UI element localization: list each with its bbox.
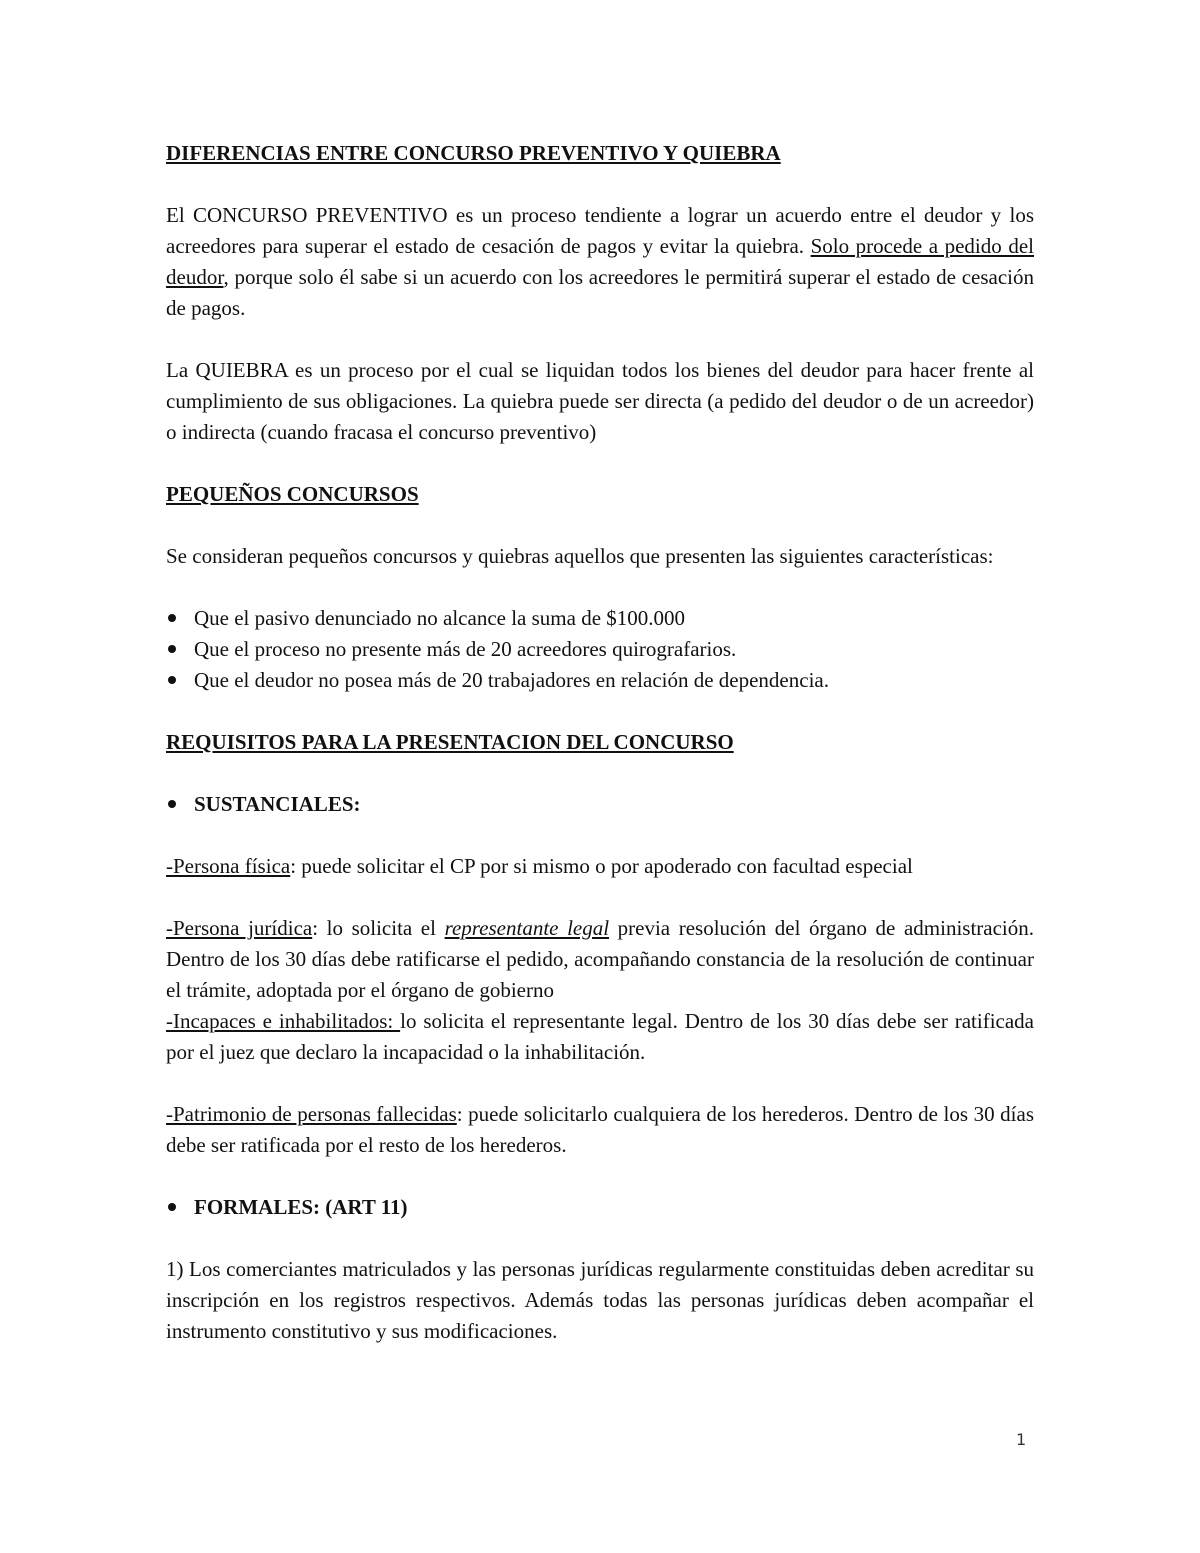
underlined-text: -Incapaces e inhabilitados: xyxy=(166,1009,401,1033)
paragraph-text: previa resolución del órgano de administración. Dentro de los 30 días debe ratificarse el pedido, acompañando constancia de la resolución de continuar el trámite, adoptada por el órgano de gobierno xyxy=(166,916,1035,1002)
heading-pequenos-concursos: PEQUEÑOS CONCURSOS xyxy=(166,482,419,506)
bullet-list xyxy=(166,603,1034,696)
paragraph-formales-1: 1) Los comerciantes matriculados y las personas jurídicas regularmente constituidas deben acreditar su inscripción en los registros respectivos. Además todas las personas jurídicas deben acompañar el instrumento constitutivo y sus modificaciones. xyxy=(166,1257,1034,1343)
subheading-text: FORMALES: (ART 11) xyxy=(194,1195,408,1219)
bullet-icon xyxy=(168,676,176,684)
paragraph-persona-juridica xyxy=(166,913,1034,1006)
underlined-text: -Persona jurídica xyxy=(166,916,313,940)
paragraph-caracteristicas: Se consideran pequeños concursos y quiebras aquellos que presenten las siguientes características: xyxy=(166,544,994,568)
paragraph-quiebra: La QUIEBRA es un proceso por el cual se liquidan todos los bienes del deudor para hacer frente al cumplimiento de sus obligaciones. La quiebra puede ser directa (a pedido del deudor o de un acreedor) o indirecta (cuando fracasa el concurso preventivo) xyxy=(166,358,1034,444)
paragraph-text: : puede solicitar el CP por si mismo o por apoderado con facultad especial xyxy=(290,854,913,878)
subheading-text: SUSTANCIALES: xyxy=(194,792,361,816)
bullet-icon xyxy=(168,800,176,808)
list-item xyxy=(166,603,1034,634)
paragraph-patrimonio xyxy=(166,1099,1034,1161)
list-item-text: Que el pasivo denunciado no alcance la suma de $100.000 xyxy=(194,606,686,630)
underlined-text: -Patrimonio de personas fallecidas xyxy=(166,1102,457,1126)
paragraph-text: : lo solicita el xyxy=(312,916,445,940)
italic-underlined-text: representante legal xyxy=(444,916,610,940)
list-item-text: Que el deudor no posea más de 20 trabajadores en relación de dependencia. xyxy=(194,668,829,692)
paragraph-persona-fisica xyxy=(166,851,1034,882)
bullet-icon xyxy=(168,645,176,653)
paragraph-text: , porque solo él sabe si un acuerdo con los acreedores le permitirá superar el estado de cesación de pagos. xyxy=(166,265,1034,320)
document-title: DIFERENCIAS ENTRE CONCURSO PREVENTIVO Y QUIEBRA xyxy=(166,141,781,165)
document-content xyxy=(166,138,1034,1347)
list-item xyxy=(166,665,1034,696)
bullet-icon xyxy=(168,614,176,622)
list-item xyxy=(166,634,1034,665)
heading-requisitos: REQUISITOS PARA LA PRESENTACION DEL CONCURSO xyxy=(166,730,734,754)
paragraph-text: : puede solicitarlo cualquiera de los herederos. Dentro de los 30 días debe ser ratificada por el resto de los herederos. xyxy=(166,1102,1034,1157)
paragraph-text: lo solicita el representante legal. Dentro de los 30 días debe ser ratificada por el juez que declaro la incapacidad o la inhabilitación. xyxy=(166,1009,1034,1064)
list-item-text: Que el proceso no presente más de 20 acreedores quirografarios. xyxy=(194,637,737,661)
underlined-text: -Persona física xyxy=(166,854,291,878)
subheading-sustanciales xyxy=(166,789,1034,820)
subheading-formales xyxy=(166,1192,1034,1223)
paragraph-concurso-preventivo xyxy=(166,200,1034,324)
paragraph-incapaces xyxy=(166,1006,1034,1068)
bullet-icon xyxy=(168,1203,176,1211)
paragraph-text: El CONCURSO PREVENTIVO es un proceso tendiente a lograr un acuerdo entre el deudor y los acreedores para superar el estado de cesación de pagos y evitar la quiebra. xyxy=(166,203,1034,258)
underlined-text: Solo procede a pedido del deudor xyxy=(166,234,1034,289)
page-number: 1 xyxy=(1016,1430,1027,1449)
